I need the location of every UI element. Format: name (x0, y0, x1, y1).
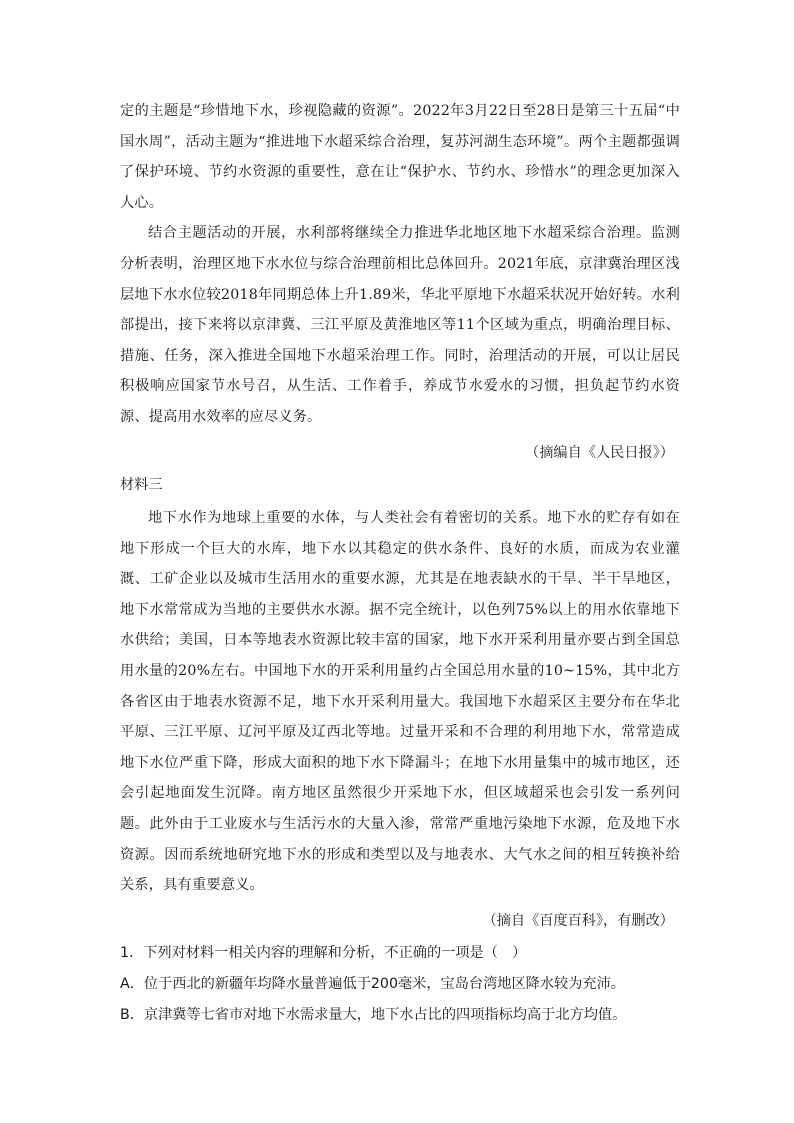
material-two-paragraph-2: 结合主题活动的开展，水利部将继续全力推进华北地区地下水超采综合治理。监测分析表明，治理区地下水水位与综合治理前相比总体回升。2021年底，京津冀治理区浅层地下水水位较2018年同期总体上升1.89米，华北平原地下水超采状况开始好转。水利部提出，接下来将以京津冀、三江平原及黄淮地区等11个区域为重点，明确治理目标、措施、任务，深入推进全国地下水超采治理工作。同时，治理活动的开展，可以让居民积极响应国家节水号召，从生活、工作着手，养成节水爱水的习惯，担负起节约水资源、提高用水效率的应尽义务。 (120, 225, 680, 425)
material-two-source: （摘编自《人民日报》） (525, 445, 674, 461)
material-three-heading: 材料三 (120, 477, 163, 493)
question-1-option-b[interactable]: B．京津冀等七省市对地下水需求量大，地下水占比的四项指标均高于北方均值。 (120, 1007, 627, 1023)
question-1-option-a[interactable]: A．位于西北的新疆年均降水量普遍低于200毫米，宝岛台湾地区降水较为充沛。 (120, 976, 625, 992)
material-two-continued (120, 96, 680, 433)
question-1-stem: 1．下列对材料一相关内容的理解和分析，不正确的一项是（ ） (120, 945, 527, 961)
question-1 (120, 938, 680, 1031)
material-three-body (120, 503, 680, 901)
material-three-source: （摘自《百度百科》，有删改） (482, 913, 674, 929)
material-three-paragraph: 地下水作为地球上重要的水体，与人类社会有着密切的关系。地下水的贮存有如在地下形成一个巨大的水库，地下水以其稳定的供水条件、良好的水质，而成为农业灌溉、工矿企业以及城市生活用水的重要水源，尤其是在地表缺水的干旱、半干旱地区，地下水常常成为当地的主要供水水源。据不完全统计，以色列75%以上的用水依靠地下水供给；美国，日本等地表水资源比较丰富的国家，地下水开采利用量亦要占到全国总用水量的20%左右。中国地下水的开采利用量约占全国总用水量的10~15%，其中北方各省区由于地表水资源不足，地下水开采利用量大。我国地下水超采区主要分布在华北平原、三江平原、辽河平原及辽西北等地。过量开采和不合理的利用地下水，常常造成地下水位严重下降，形成大面积的地下水下降漏斗；在地下水用量集中的城市地区，还会引起地面发生沉降。南方地区虽然很少开采地下水，但区域超采也会引发一系列问题。此外由于工业废水与生活污水的大量入渗，常常严重地污染地下水源，危及地下水资源。因而系统地研究地下水的形成和类型以及与地表水、大气水之间的相互转换补给关系，具有重要意义。 (120, 510, 680, 894)
material-two-paragraph-continued: 定的主题是“珍惜地下水，珍视隐藏的资源”。2022年3月22日至28日是第三十五届“中国水周”，活动主题为“推进地下水超采综合治理，复苏河湖生态环境”。两个主题都强调了保护环境、节约水资源的重要性，意在让“保护水、节约水、珍惜水”的理念更加深入人心。 (120, 103, 680, 211)
